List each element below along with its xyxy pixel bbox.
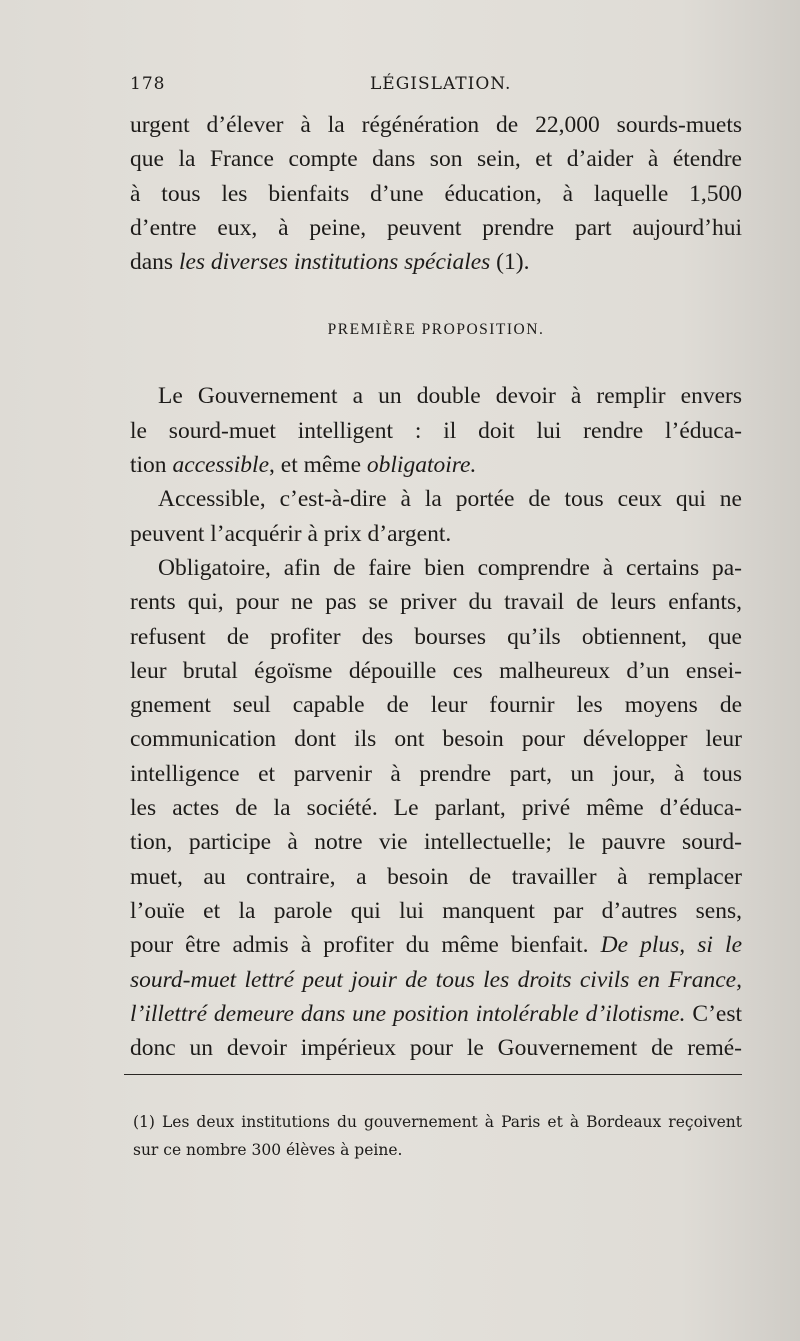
text-line — [130, 245, 742, 279]
text-line: Le Gouvernement a un double devoir à remplir envers — [158, 383, 742, 410]
text-line — [130, 448, 742, 482]
footnote-line: sur ce nombre 300 élèves à peine. — [133, 1141, 403, 1159]
text-line: d’entre eux, à peine, peuvent prendre part aujourd’hui — [130, 214, 742, 241]
footnote-line: (1) Les deux institutions du gouvernement à Paris et à Bordeaux reçoivent — [133, 1113, 742, 1131]
text-span: , et même — [269, 452, 367, 479]
text-line: refusent de profiter des bourses qu’ils obtiennent, que — [130, 623, 742, 650]
page-header — [130, 74, 742, 104]
text-line: gnement seul capable de leur fournir les moyens de — [130, 692, 742, 719]
footnotes — [133, 1108, 742, 1164]
footnote-rule — [124, 1074, 742, 1075]
italic-span: accessible — [172, 452, 270, 479]
text-span: tion — [130, 452, 173, 479]
italic-span: l’illettré demeure dans une position intolérable d’ilotisme. — [130, 1000, 686, 1027]
italic-span: obligatoire. — [366, 452, 477, 479]
text-line — [130, 928, 742, 962]
italic-span: De plus, si le — [600, 932, 742, 959]
text-line: que la France compte dans son sein, et d’aider à étendre — [130, 146, 742, 173]
text-line: muet, au contraire, a besoin de travailler à remplacer — [130, 863, 742, 890]
text-line: intelligence et parvenir à prendre part, un jour, à tous — [130, 760, 742, 787]
text-line: Obligatoire, afin de faire bien comprendre à certains pa- — [158, 554, 742, 581]
text-line: rents qui, pour ne pas se priver du travail de leurs enfants, — [130, 589, 742, 616]
text-line: tion, participe à notre vie intellectuelle; le pauvre sourd- — [130, 829, 742, 856]
body-text — [130, 108, 742, 1065]
text-line: le sourd-muet intelligent : il doit lui rendre l’éduca- — [130, 417, 742, 444]
text-line: leur brutal égoïsme dépouille ces malheureux d’un ensei- — [130, 657, 742, 684]
text-line: l’ouïe et la parole qui lui manquent par d’autres sens, — [130, 897, 742, 924]
text-line: urgent d’élever à la régénération de 22,000 sourds-muets — [130, 112, 742, 138]
text-line: les actes de la société. Le parlant, privé même d’éduca- — [130, 795, 742, 822]
running-title: LÉGISLATION. — [370, 74, 512, 94]
italic-span: sourd-muet lettré peut jouir de tous les droits civils en France, — [130, 966, 742, 993]
text-line: à tous les bienfaits d’une éducation, à laquelle 1,500 — [130, 180, 742, 207]
text-span: dans — [130, 249, 179, 276]
text-line: communication dont ils ont besoin pour développer leur — [130, 726, 742, 753]
italic-span: les diverses institutions spéciales — [178, 249, 491, 276]
text-line: donc un devoir impérieux pour le Gouvernement de remé- — [130, 1035, 742, 1062]
page-number: 178 — [130, 74, 166, 94]
text-line — [130, 963, 742, 997]
text-line — [130, 997, 742, 1031]
text-line: Accessible, c’est-à-dire à la portée de tous ceux qui ne — [158, 486, 742, 513]
text-span: C’est — [692, 1000, 742, 1027]
footnote-ref: (1). — [490, 249, 530, 276]
section-heading: PREMIÈRE PROPOSITION. — [327, 321, 545, 339]
text-line: peuvent l’acquérir à prix d’argent. — [130, 520, 452, 547]
text-span: pour être admis à profiter du même bienfait. — [130, 932, 601, 959]
